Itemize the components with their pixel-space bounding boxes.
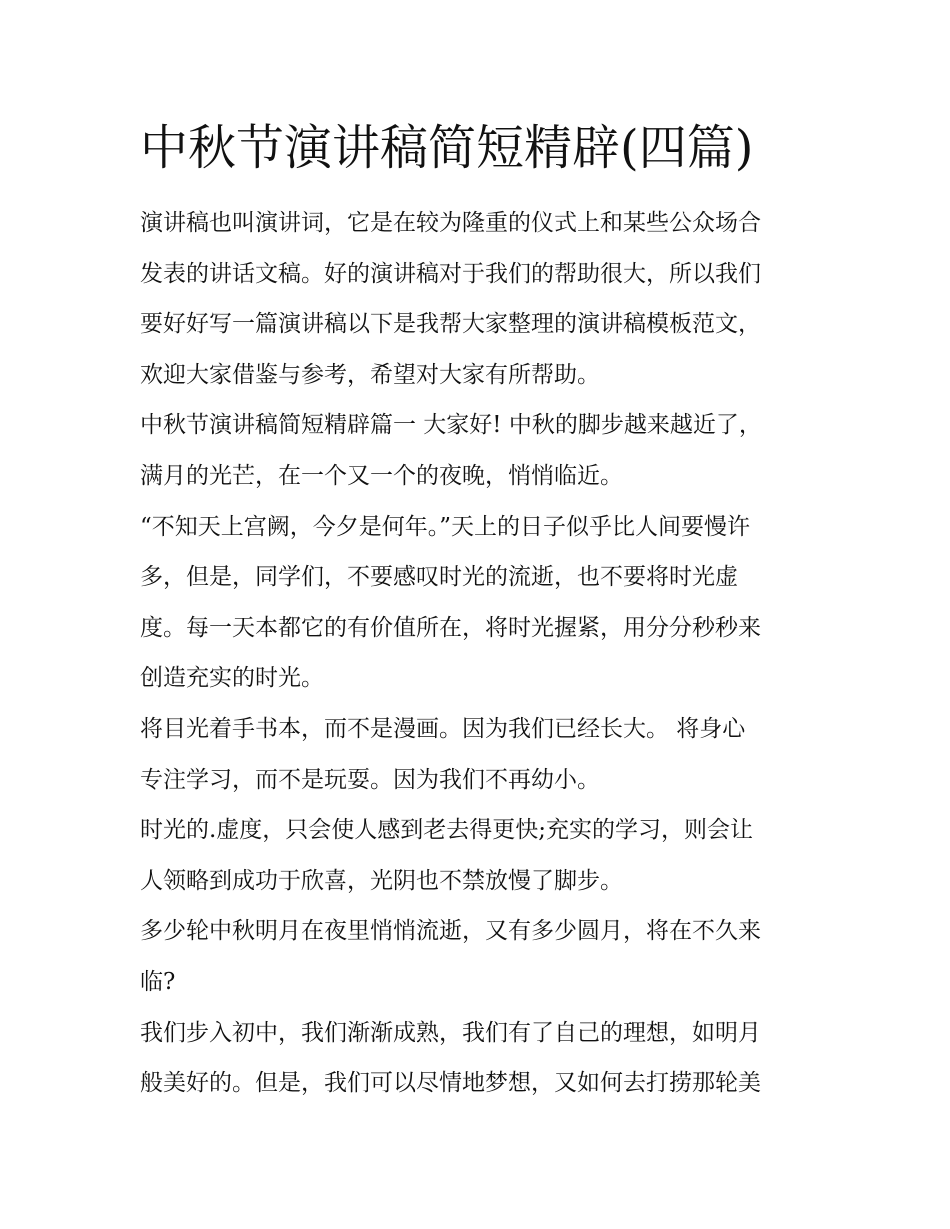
paragraph-focus: 将目光着手书本，而不是漫画。因为我们已经长大。 将身心 专注学习，而不是玩耍。因为我们不再幼小。	[140, 715, 746, 793]
paragraph-greeting: 中秋节演讲稿简短精辟篇一 大家好! 中秋的脚步越来越近了， 满月的光芒，在一个又一个的夜晚，悄悄临近。	[140, 412, 762, 489]
paragraph-quote: “不知天上宫阙，今夕是何年。”天上的日子似乎比人间要慢许 多，但是，同学们，不要感叹时光的流逝，也不要将时光虚 度。每一天本都它的有价值所在，将时光握紧，用分分秒秒来 创造充实的时光。	[140, 513, 761, 692]
paragraph-intro: 演讲稿也叫演讲词，它是在较为隆重的仪式上和某些公众场合 发表的讲话文稿。好的演讲稿对于我们的帮助很大，所以我们 要好好写一篇演讲稿以下是我帮大家整理的演讲稿模板范文， 欢迎大家借鉴与参考，希望对大家有所帮助。	[140, 210, 761, 388]
paragraph-time: 时光的.虚度，只会使人感到老去得更快;充实的学习，则会让 人领略到成功于欣喜，光阴也不禁放慢了脚步。	[140, 817, 754, 894]
paragraph-moon: 多少轮中秋明月在夜里悄悄流逝，又有多少圆月，将在不久来 临?	[140, 918, 761, 995]
paragraph-dream: 我们步入初中，我们渐渐成熟，我们有了自己的理想，如明月 般美好的。但是，我们可以尽情地梦想，又如何去打捞那轮美	[140, 1019, 761, 1097]
document-body	[140, 198, 820, 1109]
document-title: 中秋节演讲稿简短精辟(四篇)	[140, 120, 754, 176]
